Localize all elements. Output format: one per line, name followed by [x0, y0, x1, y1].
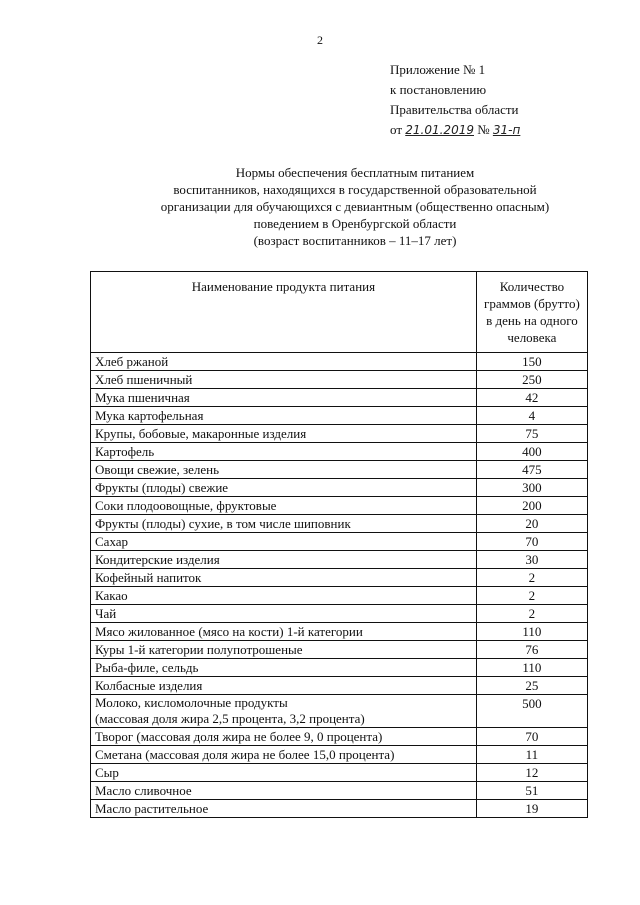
product-name-cell: Куры 1-й категории полупотрошеные	[91, 641, 477, 659]
table-row	[91, 461, 588, 479]
table-row	[91, 515, 588, 533]
product-name-cell: Масло растительное	[91, 800, 477, 818]
table-row	[91, 569, 588, 587]
quantity-cell: 12	[476, 764, 587, 782]
title-line-4: поведением в Оренбургской области	[253, 216, 457, 231]
quantity-cell: 42	[476, 389, 587, 407]
product-name-cell: Овощи свежие, зелень	[91, 461, 477, 479]
table-row	[91, 407, 588, 425]
title-line-2: воспитанников, находящихся в государственной образовательной	[173, 182, 537, 197]
table-row	[91, 587, 588, 605]
handwritten-date: 21.01.2019	[405, 123, 474, 137]
product-name-cell: Сахар	[91, 533, 477, 551]
product-name-cell: Мука пшеничная	[91, 389, 477, 407]
product-name-cell: Сметана (массовая доля жира не более 15,0 процента)	[91, 746, 477, 764]
header-quantity: Количество граммов (брутто) в день на одного человека	[476, 272, 587, 353]
document-title	[60, 164, 640, 249]
product-name-cell: Соки плодоовощные, фруктовые	[91, 497, 477, 515]
table-row	[91, 353, 588, 371]
appendix-line-2: к постановлению	[390, 82, 487, 97]
quantity-cell: 400	[476, 443, 587, 461]
title-line-5: (возраст воспитанников – 11–17 лет)	[253, 233, 457, 248]
quantity-cell: 25	[476, 677, 587, 695]
quantity-cell: 250	[476, 371, 587, 389]
table-row	[91, 623, 588, 641]
appendix-line-1: Приложение № 1	[390, 62, 486, 77]
product-name-cell: Хлеб пшеничный	[91, 371, 477, 389]
product-name-cell	[91, 695, 477, 728]
title-line-1: Нормы обеспечения бесплатным питанием	[235, 165, 475, 180]
quantity-cell: 110	[476, 659, 587, 677]
table-row	[91, 443, 588, 461]
table-row	[91, 800, 588, 818]
table-row	[91, 677, 588, 695]
product-name-line-2: (массовая доля жира 2,5 процента, 3,2 процента)	[95, 711, 365, 726]
table-row	[91, 533, 588, 551]
table-row	[91, 782, 588, 800]
table-row	[91, 551, 588, 569]
product-name-cell: Картофель	[91, 443, 477, 461]
product-name-cell: Масло сливочное	[91, 782, 477, 800]
product-name-cell: Творог (массовая доля жира не более 9, 0 процента)	[91, 728, 477, 746]
product-name-cell: Мука картофельная	[91, 407, 477, 425]
table-row	[91, 728, 588, 746]
table-row	[91, 695, 588, 728]
product-name-cell: Какао	[91, 587, 477, 605]
quantity-cell: 2	[476, 587, 587, 605]
quantity-cell: 110	[476, 623, 587, 641]
number-prefix: №	[477, 122, 490, 137]
quantity-cell: 2	[476, 605, 587, 623]
product-name-cell: Фрукты (плоды) свежие	[91, 479, 477, 497]
product-name-cell: Кофейный напиток	[91, 569, 477, 587]
quantity-cell: 2	[476, 569, 587, 587]
appendix-line-3: Правительства области	[390, 102, 519, 117]
table-row	[91, 389, 588, 407]
table-row	[91, 641, 588, 659]
table-row	[91, 659, 588, 677]
product-name-line-1: Молоко, кисломолочные продукты	[95, 695, 288, 710]
product-name-cell: Хлеб ржаной	[91, 353, 477, 371]
product-name-cell: Мясо жилованное (мясо на кости) 1-й категории	[91, 623, 477, 641]
quantity-cell: 4	[476, 407, 587, 425]
handwritten-number: 31-п	[492, 123, 521, 137]
quantity-cell: 51	[476, 782, 587, 800]
title-line-3: организации для обучающихся с девиантным (общественно опасным)	[160, 199, 550, 214]
quantity-cell: 20	[476, 515, 587, 533]
table-row	[91, 479, 588, 497]
quantity-cell: 75	[476, 425, 587, 443]
appendix-date-line	[390, 120, 520, 140]
quantity-cell: 300	[476, 479, 587, 497]
product-name-cell: Чай	[91, 605, 477, 623]
table-row	[91, 425, 588, 443]
header-product-name: Наименование продукта питания	[91, 272, 477, 353]
table-row	[91, 605, 588, 623]
quantity-cell: 500	[476, 695, 587, 728]
quantity-cell: 19	[476, 800, 587, 818]
quantity-cell: 11	[476, 746, 587, 764]
quantity-cell: 76	[476, 641, 587, 659]
table-row	[91, 497, 588, 515]
product-name-cell: Крупы, бобовые, макаронные изделия	[91, 425, 477, 443]
page-number: 2	[317, 33, 323, 47]
table-header-row	[91, 272, 588, 353]
table-row	[91, 764, 588, 782]
quantity-cell: 70	[476, 533, 587, 551]
table-body	[91, 353, 588, 818]
quantity-cell: 30	[476, 551, 587, 569]
quantity-cell: 150	[476, 353, 587, 371]
quantity-cell: 70	[476, 728, 587, 746]
date-prefix: от	[390, 122, 403, 137]
product-name-cell: Рыба-филе, сельдь	[91, 659, 477, 677]
appendix-block	[390, 60, 520, 140]
quantity-cell: 200	[476, 497, 587, 515]
table-row	[91, 746, 588, 764]
product-name-cell: Фрукты (плоды) сухие, в том числе шиповник	[91, 515, 477, 533]
product-name-cell: Колбасные изделия	[91, 677, 477, 695]
product-name-cell: Кондитерские изделия	[91, 551, 477, 569]
food-norms-table	[90, 271, 588, 818]
product-name-cell: Сыр	[91, 764, 477, 782]
quantity-cell: 475	[476, 461, 587, 479]
table-row	[91, 371, 588, 389]
